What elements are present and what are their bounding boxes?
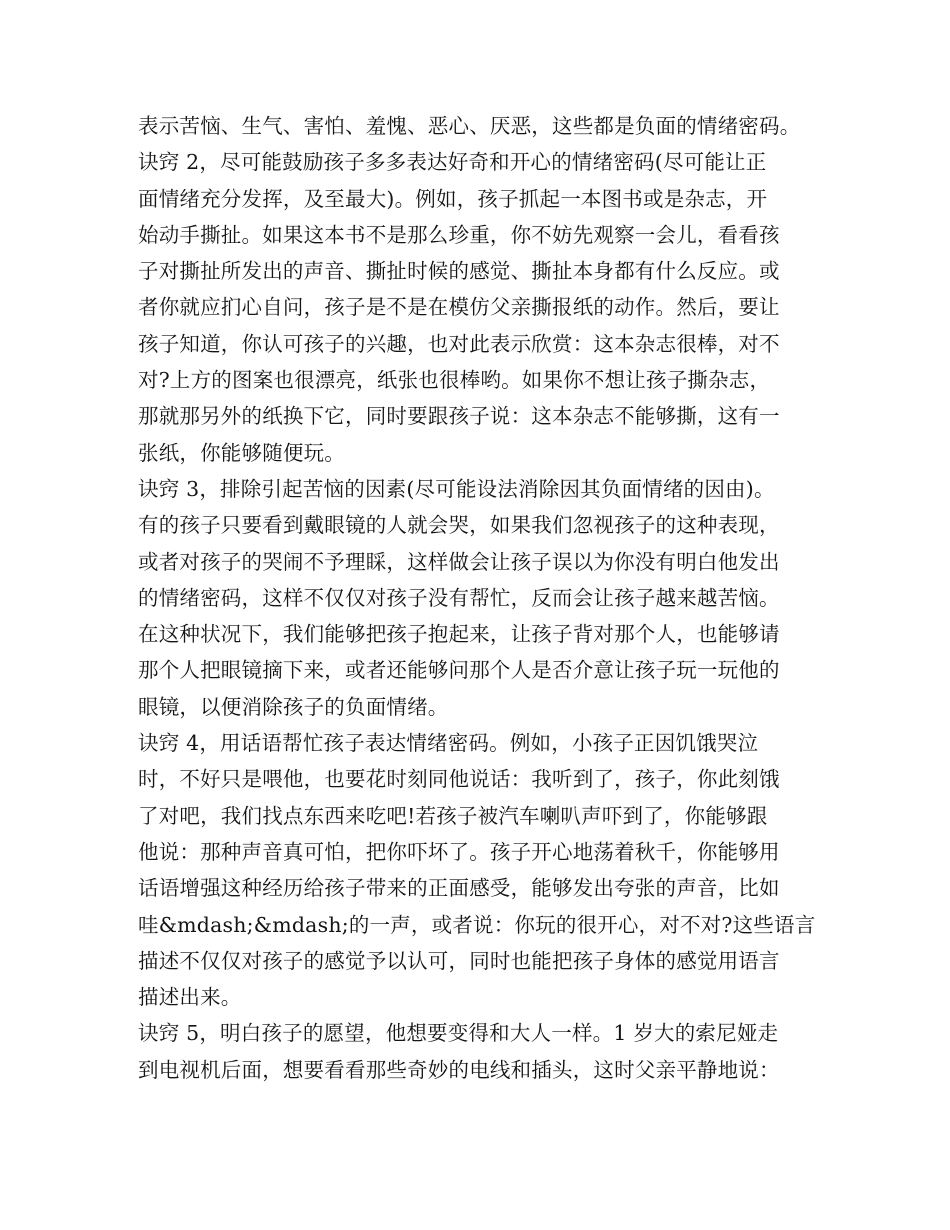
text-line: 者你就应扪心自问，孩子是不是在模仿父亲撕报纸的动作。然后，要让 [138, 295, 780, 320]
text-line: 他说：那种声音真可怕，把你吓坏了。孩子开心地荡着秋千，你能够用 [138, 839, 780, 864]
text-line: 有的孩子只要看到戴眼镜的人就会哭，如果我们忽视孩子的这种表现， [138, 513, 780, 538]
text-line: 孩子知道，你认可孩子的兴趣，也对此表示欣赏：这本杂志很棒，对不 [138, 331, 780, 356]
text-line: 张纸，你能够随便玩。 [138, 440, 345, 465]
text-line: 哇&mdash;&mdash;的一声，或者说：你玩的很开心，对不对?这些语言 [138, 912, 816, 937]
text-line: 表示苦恼、生气、害怕、羞愧、恶心、厌恶，这些都是负面的情绪密码。 [138, 114, 801, 138]
text-line: 诀窍 5，明白孩子的愿望，他想要变得和大人一样。1 岁大的索尼娅走 [138, 1021, 779, 1046]
text-line: 时，不好只是喂他，也要花时刻同他说话：我听到了，孩子，你此刻饿 [138, 767, 780, 792]
text-line: 描述出来。 [138, 985, 242, 1010]
text-line: 始动手撕扯。如果这本书不是那么珍重，你不妨先观察一会儿，看看孩 [138, 222, 780, 247]
text-line: 的情绪密码，这样不仅仅对孩子没有帮忙，反而会让孩子越来越苦恼。 [138, 585, 780, 610]
text-line: 面情绪充分发挥，及至最大)。例如，孩子抓起一本图书或是杂志，开 [138, 186, 768, 211]
text-line: 那就那另外的纸换下它，同时要跟孩子说：这本杂志不能够撕，这有一 [138, 404, 780, 429]
document-body [138, 108, 828, 1088]
text-line: 诀窍 3，排除引起苦恼的因素(尽可能设法消除因其负面情绪的因由)。 [138, 476, 775, 501]
text-line: 诀窍 4，用话语帮忙孩子表达情绪密码。例如，小孩子正因饥饿哭泣 [138, 731, 759, 756]
text-line: 话语增强这种经历给孩子带来的正面感受，能够发出夸张的声音，比如 [138, 876, 780, 901]
text-line: 对?上方的图案也很漂亮，纸张也很棒哟。如果你不想让孩子撕杂志， [138, 368, 771, 393]
text-line: 到电视机后面，想要看看那些奇妙的电线和插头，这时父亲平静地说： [138, 1057, 780, 1082]
text-line: 眼镜，以便消除孩子的负面情绪。 [138, 694, 449, 719]
text-line: 那个人把眼镜摘下来，或者还能够问那个人是否介意让孩子玩一玩他的 [138, 658, 780, 683]
text-line: 了对吧，我们找点东西来吃吧!若孩子被汽车喇叭声吓到了，你能够跟 [138, 803, 768, 828]
text-line: 诀窍 2，尽可能鼓励孩子多多表达好奇和开心的情绪密码(尽可能让正 [138, 150, 767, 175]
text-line: 描述不仅仅对孩子的感觉予以认可，同时也能把孩子身体的感觉用语言 [138, 948, 780, 973]
text-line: 子对撕扯所发出的声音、撕扯时候的感觉、撕扯本身都有什么反应。或 [138, 259, 780, 284]
text-line: 或者对孩子的哭闹不予理睬，这样做会让孩子误以为你没有明白他发出 [138, 549, 780, 574]
text-line: 在这种状况下，我们能够把孩子抱起来，让孩子背对那个人，也能够请 [138, 622, 780, 647]
